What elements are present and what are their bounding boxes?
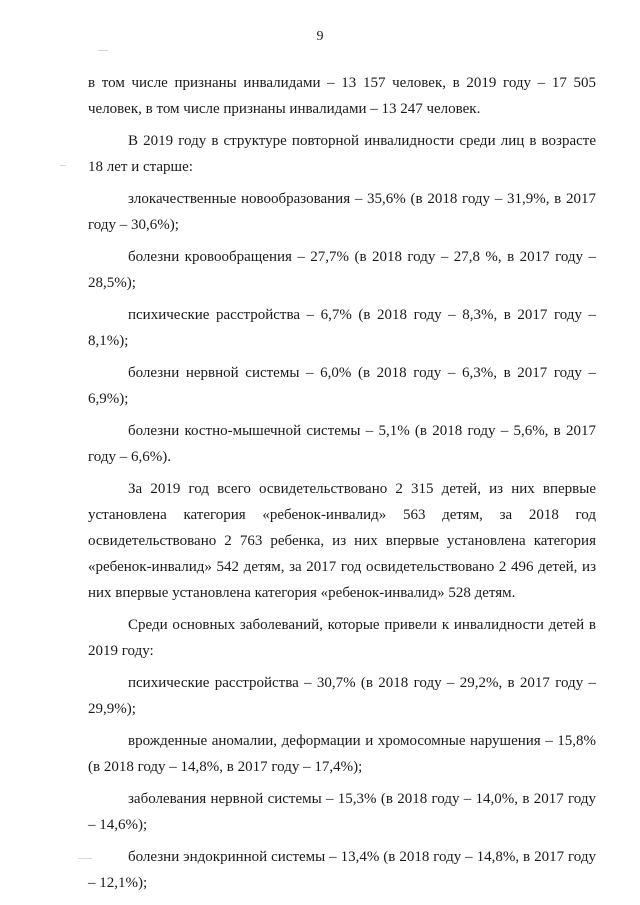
list-item-malignant-neoplasms: злокачественные новообразования – 35,6% (в 2018 году – 31,9%, в 2017 году – 30,6%); [88, 191, 596, 233]
document-body [88, 70, 596, 896]
paragraph-children-examined: За 2019 год всего освидетельствовано 2 315 детей, из них впервые установлена категория «ребенок-инвалид» 563 детям, за 2018 год освидетельствовано 2 763 ребенка, из них впервые установлена категория «ребенок-инвалид» 542 детям, за 2017 год освидетельствовано 2 496 детей, из них впервые установлена категория «ребенок-инвалид» 528 детям. [88, 481, 596, 601]
list-item-endocrine-system: болезни эндокринной системы – 13,4% (в 2018 году – 14,8%, в 2017 году – 12,1%); [88, 849, 596, 891]
list-item-circulatory-diseases: болезни кровообращения – 27,7% (в 2018 году – 27,8 %, в 2017 году – 28,5%); [88, 249, 596, 291]
list-item-children-mental-disorders: психические расстройства – 30,7% (в 2018 году – 29,2%, в 2017 году – 29,9%); [88, 675, 596, 717]
list-item-congenital-anomalies: врожденные аномалии, деформации и хромосомные нарушения – 15,8% (в 2018 году – 14,8%, в 2017 году – 17,4%); [88, 733, 596, 775]
paragraph-continuation: в том числе признаны инвалидами – 13 157 человек, в 2019 году – 17 505 человек, в том числе признаны инвалидами – 13 247 человек. [88, 75, 596, 117]
scan-speck [78, 858, 92, 859]
list-item-musculoskeletal: болезни костно-мышечной системы – 5,1% (в 2018 году – 5,6%, в 2017 году – 6,6%). [88, 423, 596, 465]
scan-speck [60, 165, 66, 166]
list-item-mental-disorders: психические расстройства – 6,7% (в 2018 году – 8,3%, в 2017 году – 8,1%); [88, 307, 596, 349]
list-item-children-nervous-system: заболевания нервной системы – 15,3% (в 2018 году – 14,0%, в 2017 году – 14,6%); [88, 791, 596, 833]
scan-speck [98, 50, 108, 51]
paragraph-children-diseases-intro: Среди основных заболеваний, которые привели к инвалидности детей в 2019 году: [88, 617, 596, 659]
list-item-nervous-system: болезни нервной системы – 6,0% (в 2018 году – 6,3%, в 2017 году – 6,9%); [88, 365, 596, 407]
paragraph-repeat-disability-structure: В 2019 году в структуре повторной инвалидности среди лиц в возрасте 18 лет и старше: [88, 133, 596, 175]
page-number: 9 [316, 29, 324, 44]
